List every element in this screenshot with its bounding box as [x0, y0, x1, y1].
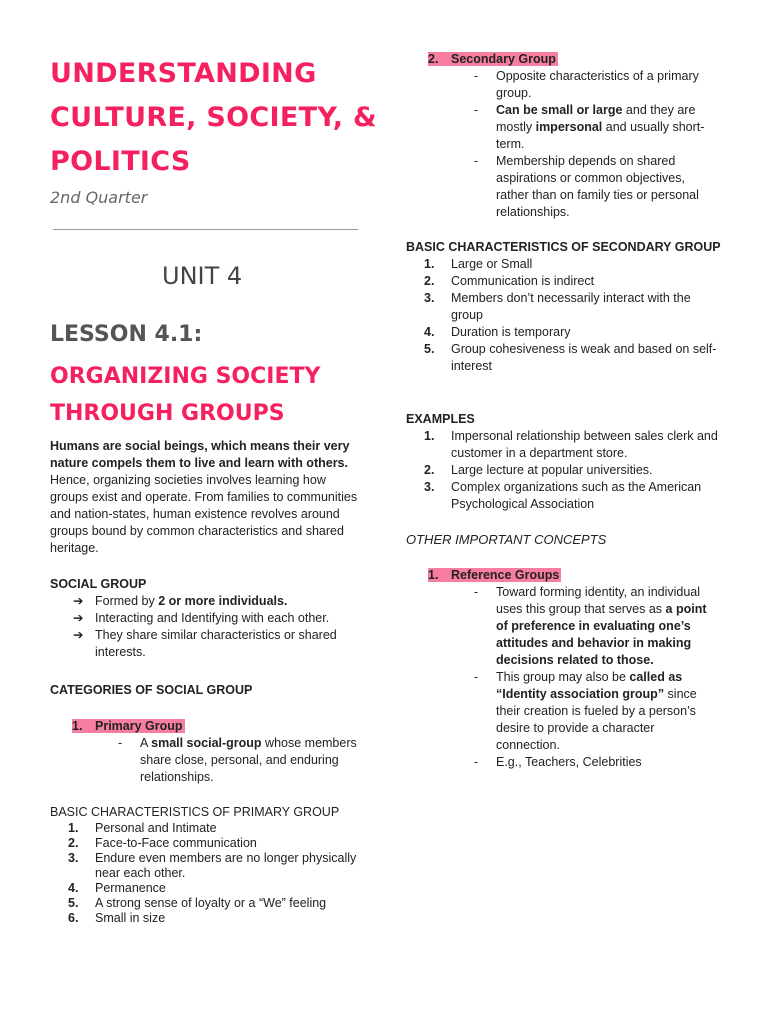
social-group-section	[50, 576, 365, 661]
social-group-heading: SOCIAL GROUP	[50, 577, 147, 591]
secondary-characteristics-list	[406, 256, 721, 375]
secondary-characteristics-section	[406, 239, 721, 375]
arrow-icon: ➔	[73, 611, 84, 625]
list-item: ➔ Interacting and Identifying with each other.	[73, 611, 330, 625]
secondary-group-section	[406, 51, 721, 221]
list-item: - Opposite characteristics of a primary group.	[474, 69, 699, 100]
social-group-list	[50, 593, 365, 661]
list-item: - This group may also be called as “Identity association group” since their creation is fueled by a person’s desire to provide a character connection.	[474, 670, 697, 752]
list-item: 2. Communication is indirect	[424, 274, 595, 288]
list-item: - Toward forming identity, an individual uses this group that serves as a point of preference in evaluating one’s attitudes and behavior in making decisions related to those.	[474, 585, 707, 667]
reference-groups-list	[406, 584, 721, 771]
primary-characteristics-heading: BASIC CHARACTERISTICS OF PRIMARY GROUP	[50, 805, 340, 819]
unit-heading: UNIT 4	[162, 262, 243, 290]
examples-section	[406, 411, 721, 513]
list-item: 4. Duration is temporary	[424, 325, 571, 339]
list-item: 3. Members don’t necessarily interact with the group	[424, 291, 691, 322]
list-item: 4. Permanence	[68, 881, 166, 895]
list-item: - E.g., Teachers, Celebrities	[474, 755, 642, 769]
quarter-label: 2nd Quarter	[50, 188, 148, 207]
dash-icon: -	[118, 736, 123, 750]
other-concepts-section	[406, 531, 721, 548]
lesson-title: ORGANIZING SOCIETY THROUGH GROUPS	[50, 364, 321, 426]
dash-icon: -	[474, 69, 479, 83]
reference-groups-heading: 1. Reference Groups	[428, 568, 560, 582]
dash-icon: -	[474, 154, 479, 168]
list-item: 5. Group cohesiveness is weak and based on self-interest	[424, 342, 717, 373]
secondary-group-heading: 2. Secondary Group	[428, 52, 556, 66]
secondary-characteristics-heading: BASIC CHARACTERISTICS OF SECONDARY GROUP	[406, 240, 721, 254]
intro-paragraph	[50, 438, 360, 557]
arrow-icon: ➔	[73, 594, 84, 608]
list-item: 2. Large lecture at popular universities.	[424, 463, 653, 477]
primary-characteristics-list	[50, 821, 365, 926]
dash-icon: -	[474, 585, 479, 599]
dash-icon: -	[474, 670, 479, 684]
title-divider	[53, 229, 358, 230]
document-title: UNDERSTANDING CULTURE, SOCIETY, & POLITICS	[50, 58, 377, 177]
list-item: 1. Large or Small	[424, 257, 533, 271]
primary-group-section	[50, 718, 365, 786]
primary-group-list	[50, 735, 365, 786]
dash-icon: -	[474, 103, 479, 117]
examples-list	[406, 428, 721, 513]
intro-bold: Humans are social beings, which means their very nature compels them to live and learn with others.	[50, 439, 350, 470]
list-item: 1. Personal and Intimate	[68, 821, 217, 835]
list-item: 1. Impersonal relationship between sales clerk and customer in a department store.	[424, 429, 718, 460]
list-item: 3. Complex organizations such as the American Psychological Association	[424, 480, 702, 511]
intro-rest: Hence, organizing societies involves learning how groups exist and operate. From families to communities and nation-states, human existence revolves around groups bound by common characteristics and shared heritage.	[50, 473, 358, 555]
categories-heading: CATEGORIES OF SOCIAL GROUP	[50, 683, 253, 697]
examples-heading: EXAMPLES	[406, 412, 475, 426]
list-item: - Can be small or large and they are mostly impersonal and usually short-term.	[474, 103, 705, 151]
list-item: 2. Face-to-Face communication	[68, 836, 257, 850]
secondary-group-list	[406, 68, 721, 221]
list-item: 3. Endure even members are no longer physically near each other.	[68, 851, 357, 880]
list-item: - Membership depends on shared aspirations or common objectives, rather than on family ties or personal relationships.	[474, 154, 699, 219]
primary-characteristics-section	[50, 804, 365, 926]
categories-section	[50, 682, 365, 699]
reference-groups-section	[406, 567, 721, 771]
list-item: - A small social-group whose members share close, personal, and enduring relationships.	[118, 736, 357, 784]
primary-group-heading: 1. Primary Group	[72, 719, 183, 733]
list-item: 5. A strong sense of loyalty or a “We” feeling	[68, 896, 327, 910]
dash-icon: -	[474, 755, 479, 769]
list-item: ➔ They share similar characteristics or shared interests.	[73, 628, 337, 659]
lesson-number: LESSON 4.1:	[50, 322, 203, 347]
other-concepts-heading: OTHER IMPORTANT CONCEPTS	[406, 532, 607, 547]
list-item: 6. Small in size	[68, 911, 166, 925]
list-item: ➔ Formed by 2 or more individuals.	[73, 594, 288, 608]
arrow-icon: ➔	[73, 628, 84, 642]
